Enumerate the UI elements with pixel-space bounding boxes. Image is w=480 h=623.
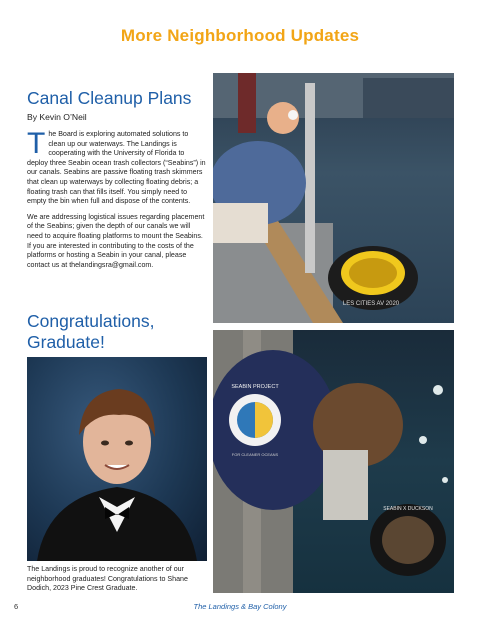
shirt-logo-text: SEABIN PROJECT bbox=[231, 384, 279, 390]
drop-cap: T bbox=[27, 127, 46, 160]
page-number: 6 bbox=[14, 602, 19, 611]
article-byline: By Kevin O’Neil bbox=[27, 112, 87, 122]
seabin-installation-photo bbox=[213, 73, 454, 323]
graduate-portrait-photo bbox=[27, 357, 207, 561]
article-canal-cleanup bbox=[27, 88, 207, 276]
graduate-title: Congratulations, Graduate! bbox=[27, 311, 155, 352]
page-section-title: More Neighborhood Updates bbox=[120, 26, 360, 45]
article-paragraph-2: We are addressing logistical issues regarding placement of the Seabins; given the depth of our canals we will need to acquire floating platforms to mount the Seabins. If you are interested in contributing to the costs of the platforms or hosting a Seabin in your canal, please contact us at thelandingsra@gmail.com. bbox=[27, 212, 205, 269]
paragraph-1-text: he Board is exploring automated solutions to clean up our waterways. The Landings is cooperating with the University of Florida to deploy three Seabin ocean trash collectors (“Seabins”) in our canals. Seabins are passive floating trash skimmers that clean up waterways by collecting floating debris; a floating trash can that fills itself. You simply need to empty the bin when full and dispose of the contents. bbox=[27, 130, 206, 206]
graduate-caption: The Landings is proud to recognize another of our neighborhood graduates! Congratulations to Shane Dodich, 2023 Pine Crest Graduate. bbox=[27, 565, 188, 593]
bin-label-2: SEABIN X DUCKSON bbox=[383, 506, 433, 512]
article-title: Canal Cleanup Plans bbox=[27, 88, 192, 108]
publication-name: The Landings & Bay Colony bbox=[193, 602, 287, 611]
seabin-project-worker-photo bbox=[213, 330, 454, 593]
bin-label-1: LES CITIES AV 2020 bbox=[342, 301, 400, 307]
article-paragraph-1 bbox=[27, 127, 207, 207]
shirt-logo-subtext: FOR CLEANER OCEANS bbox=[231, 452, 279, 457]
